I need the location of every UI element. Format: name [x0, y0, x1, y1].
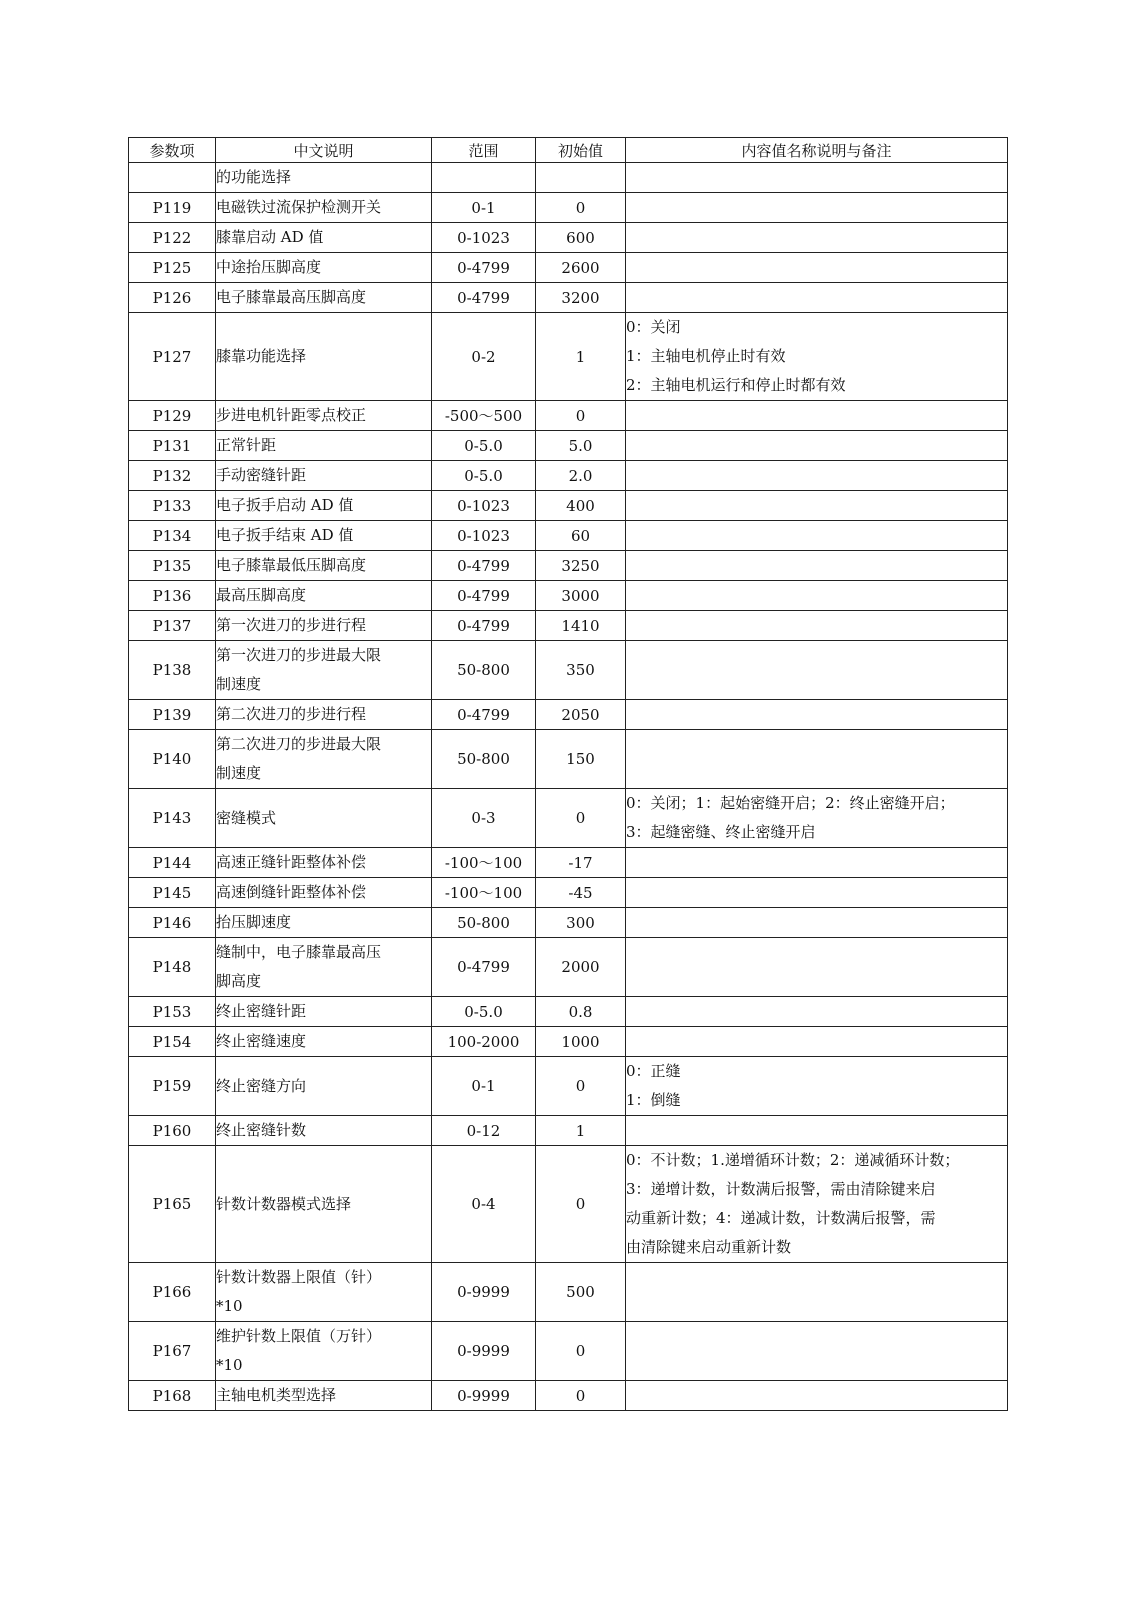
initial-value-cell: 500	[536, 1263, 626, 1322]
param-id-cell: P153	[129, 997, 216, 1027]
description-line: 电子膝靠最低压脚高度	[216, 556, 367, 574]
param-id-cell: P134	[129, 521, 216, 551]
param-id-cell: P137	[129, 611, 216, 641]
notes-cell	[626, 700, 1008, 730]
description-line: 步进电机针距零点校正	[216, 406, 367, 424]
description-cell	[216, 789, 432, 848]
description-cell	[216, 431, 432, 461]
description-cell	[216, 1263, 432, 1322]
description-cell	[216, 581, 432, 611]
description-line: 中途抬压脚高度	[216, 258, 322, 276]
param-id-cell: P126	[129, 283, 216, 313]
description-line: 制速度	[216, 764, 262, 782]
param-id-cell: P122	[129, 223, 216, 253]
table-header-row	[129, 138, 1008, 163]
range-cell: -100～100	[432, 878, 536, 908]
description-cell	[216, 908, 432, 938]
header-notes: 内容值名称说明与备注	[626, 138, 1008, 163]
table-row	[129, 431, 1008, 461]
initial-value-cell: 1	[536, 1116, 626, 1146]
notes-cell	[626, 551, 1008, 581]
notes-cell	[626, 1057, 1008, 1116]
initial-value-cell: -17	[536, 848, 626, 878]
notes-cell	[626, 1381, 1008, 1411]
parameter-table	[128, 137, 1008, 1411]
range-cell: 50-800	[432, 730, 536, 789]
description-line: 第一次进刀的步进行程	[216, 616, 367, 634]
param-id-cell: P146	[129, 908, 216, 938]
initial-value-cell: 600	[536, 223, 626, 253]
notes-cell	[626, 521, 1008, 551]
initial-value-cell: 0	[536, 193, 626, 223]
description-line: 终止密缝方向	[216, 1076, 307, 1095]
notes-cell	[626, 193, 1008, 223]
table-row	[129, 461, 1008, 491]
note-line: 0：正缝	[626, 1062, 681, 1080]
description-line: 缝制中，电子膝靠最高压	[216, 943, 382, 961]
description-cell	[216, 283, 432, 313]
initial-value-cell: 2600	[536, 253, 626, 283]
param-id-cell: P165	[129, 1146, 216, 1263]
initial-value-cell: 1000	[536, 1027, 626, 1057]
range-cell: 0-4799	[432, 283, 536, 313]
description-line: 维护针数上限值（万针）	[216, 1327, 382, 1345]
table-row	[129, 997, 1008, 1027]
description-cell	[216, 193, 432, 223]
table-row	[129, 521, 1008, 551]
initial-value-cell: 0	[536, 1146, 626, 1263]
param-id-cell	[129, 163, 216, 193]
note-line: 动重新计数；4：递减计数，计数满后报警，需	[626, 1209, 936, 1227]
range-cell: 0-1	[432, 1057, 536, 1116]
table-row	[129, 848, 1008, 878]
initial-value-cell: 3000	[536, 581, 626, 611]
param-id-cell: P168	[129, 1381, 216, 1411]
description-cell	[216, 1381, 432, 1411]
notes-cell	[626, 283, 1008, 313]
description-line: 密缝模式	[216, 808, 277, 827]
description-cell	[216, 938, 432, 997]
notes-cell	[626, 641, 1008, 700]
range-cell: 0-1	[432, 193, 536, 223]
param-id-cell: P166	[129, 1263, 216, 1322]
description-line: 正常针距	[216, 436, 277, 454]
notes-cell	[626, 730, 1008, 789]
description-line: 主轴电机类型选择	[216, 1386, 337, 1404]
initial-value-cell: 2050	[536, 700, 626, 730]
table-row	[129, 313, 1008, 401]
initial-value-cell: 150	[536, 730, 626, 789]
param-id-cell: P154	[129, 1027, 216, 1057]
initial-value-cell	[536, 163, 626, 193]
param-id-cell: P131	[129, 431, 216, 461]
description-line: 高速正缝针距整体补偿	[216, 853, 367, 871]
note-line: 0：关闭	[626, 318, 681, 336]
notes-cell	[626, 313, 1008, 401]
notes-cell	[626, 491, 1008, 521]
description-line: 电子扳手启动 AD 值	[216, 496, 354, 514]
initial-value-cell: 0.8	[536, 997, 626, 1027]
description-line: 膝靠启动 AD 值	[216, 228, 324, 246]
table-row	[129, 938, 1008, 997]
table-row	[129, 700, 1008, 730]
initial-value-cell: 350	[536, 641, 626, 700]
table-row	[129, 641, 1008, 700]
table-row	[129, 1146, 1008, 1263]
param-id-cell: P136	[129, 581, 216, 611]
initial-value-cell: 0	[536, 1322, 626, 1381]
description-cell	[216, 1027, 432, 1057]
table-row	[129, 908, 1008, 938]
range-cell: 0-4799	[432, 551, 536, 581]
initial-value-cell: 0	[536, 401, 626, 431]
range-cell: 0-9999	[432, 1381, 536, 1411]
range-cell: 0-1023	[432, 223, 536, 253]
param-id-cell: P119	[129, 193, 216, 223]
initial-value-cell: 60	[536, 521, 626, 551]
description-line: 针数计数器模式选择	[216, 1194, 352, 1213]
description-cell	[216, 163, 432, 193]
description-cell	[216, 611, 432, 641]
description-line: 终止密缝速度	[216, 1032, 307, 1050]
notes-cell	[626, 163, 1008, 193]
range-cell: 0-4799	[432, 611, 536, 641]
table-row	[129, 1263, 1008, 1322]
initial-value-cell: 0	[536, 1381, 626, 1411]
table-row	[129, 401, 1008, 431]
description-cell	[216, 1116, 432, 1146]
initial-value-cell: 400	[536, 491, 626, 521]
note-line: 2：主轴电机运行和停止时都有效	[626, 376, 846, 394]
param-id-cell: P133	[129, 491, 216, 521]
description-cell	[216, 700, 432, 730]
table-row	[129, 1057, 1008, 1116]
description-line: 终止密缝针距	[216, 1002, 307, 1020]
description-cell	[216, 730, 432, 789]
initial-value-cell: 2.0	[536, 461, 626, 491]
range-cell: 0-4799	[432, 938, 536, 997]
note-line: 1：主轴电机停止时有效	[626, 347, 786, 365]
table-row	[129, 581, 1008, 611]
description-line: 最高压脚高度	[216, 586, 307, 604]
table-row	[129, 253, 1008, 283]
description-line: 脚高度	[216, 972, 262, 990]
description-line: 电磁铁过流保护检测开关	[216, 198, 382, 216]
range-cell: 0-4799	[432, 581, 536, 611]
notes-cell	[626, 253, 1008, 283]
description-cell	[216, 491, 432, 521]
description-cell	[216, 878, 432, 908]
description-line: 手动密缝针距	[216, 466, 307, 484]
description-cell	[216, 1146, 432, 1263]
table-row	[129, 878, 1008, 908]
notes-cell	[626, 1322, 1008, 1381]
description-line: *10	[216, 1356, 243, 1374]
description-cell	[216, 253, 432, 283]
notes-cell	[626, 848, 1008, 878]
table-row	[129, 1116, 1008, 1146]
description-line: *10	[216, 1297, 243, 1315]
notes-cell	[626, 908, 1008, 938]
initial-value-cell: 1	[536, 313, 626, 401]
description-cell	[216, 313, 432, 401]
description-line: 第二次进刀的步进行程	[216, 705, 367, 723]
description-cell	[216, 848, 432, 878]
notes-cell	[626, 431, 1008, 461]
header-initial-value: 初始值	[536, 138, 626, 163]
initial-value-cell: -45	[536, 878, 626, 908]
notes-cell	[626, 1146, 1008, 1263]
note-line: 0：不计数；1.递增循环计数；2：递减循环计数；	[626, 1151, 960, 1169]
param-id-cell: P132	[129, 461, 216, 491]
description-cell	[216, 1322, 432, 1381]
description-line: 高速倒缝针距整体补偿	[216, 883, 367, 901]
table-body	[129, 163, 1008, 1411]
initial-value-cell: 0	[536, 789, 626, 848]
description-line: 针数计数器上限值（针）	[216, 1268, 382, 1286]
notes-cell	[626, 1027, 1008, 1057]
description-cell	[216, 401, 432, 431]
notes-cell	[626, 461, 1008, 491]
range-cell: 0-4799	[432, 700, 536, 730]
description-line: 第一次进刀的步进最大限	[216, 646, 382, 664]
description-cell	[216, 223, 432, 253]
description-line: 第二次进刀的步进最大限	[216, 735, 382, 753]
range-cell: 0-1023	[432, 521, 536, 551]
notes-cell	[626, 581, 1008, 611]
param-id-cell: P148	[129, 938, 216, 997]
description-line: 膝靠功能选择	[216, 347, 307, 365]
description-line: 抬压脚速度	[216, 913, 292, 931]
range-cell: 0-5.0	[432, 431, 536, 461]
notes-cell	[626, 938, 1008, 997]
param-id-cell: P125	[129, 253, 216, 283]
table-row	[129, 551, 1008, 581]
table-row	[129, 223, 1008, 253]
notes-cell	[626, 1263, 1008, 1322]
notes-cell	[626, 611, 1008, 641]
table-row	[129, 1381, 1008, 1411]
initial-value-cell: 3250	[536, 551, 626, 581]
table-row	[129, 193, 1008, 223]
table-row	[129, 789, 1008, 848]
param-id-cell: P144	[129, 848, 216, 878]
initial-value-cell: 1410	[536, 611, 626, 641]
range-cell: 100-2000	[432, 1027, 536, 1057]
description-cell	[216, 997, 432, 1027]
notes-cell	[626, 878, 1008, 908]
initial-value-cell: 2000	[536, 938, 626, 997]
range-cell: 50-800	[432, 908, 536, 938]
range-cell: 50-800	[432, 641, 536, 700]
description-line: 的功能选择	[216, 168, 292, 186]
param-id-cell: P139	[129, 700, 216, 730]
notes-cell	[626, 997, 1008, 1027]
description-cell	[216, 521, 432, 551]
param-id-cell: P127	[129, 313, 216, 401]
param-id-cell: P140	[129, 730, 216, 789]
range-cell: 0-12	[432, 1116, 536, 1146]
table-row	[129, 730, 1008, 789]
description-line: 制速度	[216, 675, 262, 693]
range-cell: 0-4799	[432, 253, 536, 283]
description-cell	[216, 1057, 432, 1116]
table-row	[129, 163, 1008, 193]
param-id-cell: P138	[129, 641, 216, 700]
initial-value-cell: 300	[536, 908, 626, 938]
description-line: 电子扳手结束 AD 值	[216, 526, 354, 544]
initial-value-cell: 3200	[536, 283, 626, 313]
param-id-cell: P135	[129, 551, 216, 581]
param-id-cell: P129	[129, 401, 216, 431]
param-id-cell: P167	[129, 1322, 216, 1381]
description-cell	[216, 551, 432, 581]
table-row	[129, 611, 1008, 641]
note-line: 0：关闭；1：起始密缝开启；2：终止密缝开启；	[626, 794, 955, 812]
table-row	[129, 491, 1008, 521]
range-cell: 0-5.0	[432, 461, 536, 491]
range-cell: 0-9999	[432, 1322, 536, 1381]
notes-cell	[626, 1116, 1008, 1146]
table-row	[129, 1322, 1008, 1381]
range-cell: -500～500	[432, 401, 536, 431]
param-id-cell: P143	[129, 789, 216, 848]
description-line: 终止密缝针数	[216, 1121, 307, 1139]
range-cell: 0-4	[432, 1146, 536, 1263]
description-line: 电子膝靠最高压脚高度	[216, 288, 367, 306]
description-cell	[216, 461, 432, 491]
notes-cell	[626, 789, 1008, 848]
note-line: 3：起缝密缝、终止密缝开启	[626, 823, 816, 841]
notes-cell	[626, 223, 1008, 253]
header-description: 中文说明	[216, 138, 432, 163]
description-cell	[216, 641, 432, 700]
param-id-cell: P159	[129, 1057, 216, 1116]
range-cell	[432, 163, 536, 193]
table-row	[129, 1027, 1008, 1057]
header-range: 范围	[432, 138, 536, 163]
table-row	[129, 283, 1008, 313]
range-cell: 0-3	[432, 789, 536, 848]
range-cell: 0-2	[432, 313, 536, 401]
initial-value-cell: 5.0	[536, 431, 626, 461]
param-id-cell: P145	[129, 878, 216, 908]
initial-value-cell: 0	[536, 1057, 626, 1116]
note-line: 1：倒缝	[626, 1091, 681, 1109]
notes-cell	[626, 401, 1008, 431]
header-param-id: 参数项	[129, 138, 216, 163]
note-line: 由清除键来启动重新计数	[626, 1238, 792, 1256]
range-cell: 0-9999	[432, 1263, 536, 1322]
note-line: 3：递增计数，计数满后报警，需由清除键来启	[626, 1180, 936, 1198]
range-cell: 0-5.0	[432, 997, 536, 1027]
param-id-cell: P160	[129, 1116, 216, 1146]
range-cell: -100～100	[432, 848, 536, 878]
range-cell: 0-1023	[432, 491, 536, 521]
